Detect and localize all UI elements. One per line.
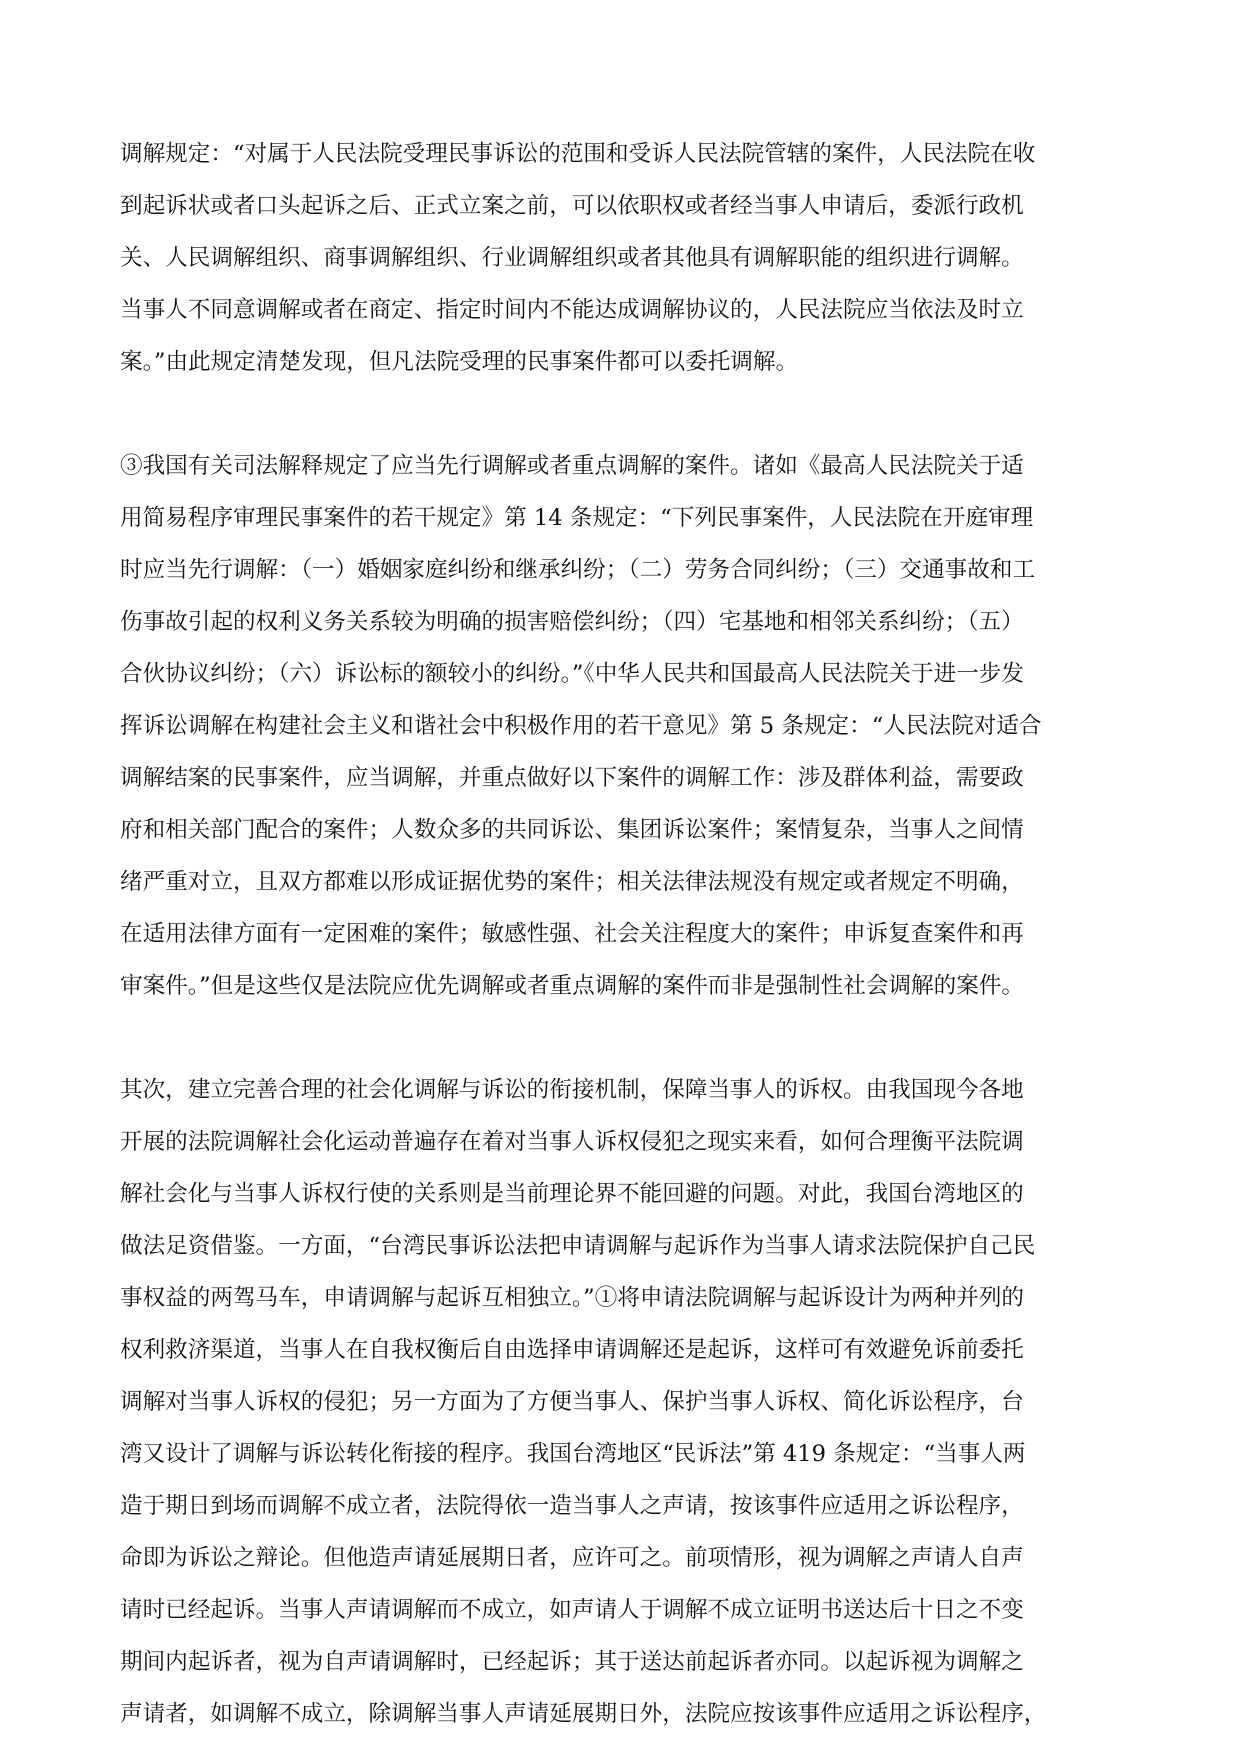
text-line: 解社会化与当事人诉权行使的关系则是当前理论界不能回避的问题。对此，我国台湾地区的 [120,1181,1024,1207]
text-line: 绪严重对立，且双方都难以形成证据优势的案件；相关法律法规没有规定或者规定不明确， [120,869,1024,895]
text-line: 挥诉讼调解在构建社会主义和谐社会中积极作用的若干意见》第 5 条规定：“人民法院对适合 [120,713,1042,739]
paragraph-spacer [120,388,1120,440]
text-line: 案。”由此规定清楚发现，但凡法院受理的民事案件都可以委托调解。 [120,349,799,375]
text-line: 伤事故引起的权利义务关系较为明确的损害赔偿纠纷；（四）宅基地和相邻关系纠纷；（五） [120,609,1024,635]
text-line: 声请者，如调解不成立，除调解当事人声请延展期日外，法院应按该事件应适用之诉讼程序， [120,1701,1047,1727]
text-line: 当事人不同意调解或者在商定、指定时间内不能达成调解协议的，人民法院应当依法及时立 [120,297,1024,323]
text-line: 审案件。”但是这些仅是法院应优先调解或者重点调解的案件而非是强制性社会调解的案件。 [120,973,1024,999]
text-line: 到起诉状或者口头起诉之后、正式立案之前，可以依职权或者经当事人申请后，委派行政机 [120,193,1024,219]
paragraph-spacer [120,1012,1120,1064]
paragraph-1 [120,128,1120,388]
text-line: 调解对当事人诉权的侵犯；另一方面为了方便当事人、保护当事人诉权、简化诉讼程序，台 [120,1389,1024,1415]
text-line: 关、人民调解组织、商事调解组织、行业调解组织或者其他具有调解职能的组织进行调解。 [120,245,1024,271]
text-line: 造于期日到场而调解不成立者，法院得依一造当事人之声请，按该事件应适用之诉讼程序， [120,1493,1024,1519]
text-line: 命即为诉讼之辩论。但他造声请延展期日者，应许可之。前项情形，视为调解之声请人自声 [120,1545,1024,1571]
text-line: 事权益的两驾马车，申请调解与起诉互相独立。”①将申请法院调解与起诉设计为两种并列的 [120,1285,1024,1311]
text-line: 时应当先行调解：（一）婚姻家庭纠纷和继承纠纷；（二）劳务合同纠纷；（三）交通事故和工 [120,557,1036,583]
text-line: 权利救济渠道，当事人在自我权衡后自由选择申请调解还是起诉，这样可有效避免诉前委托 [120,1337,1024,1363]
text-line: 期间内起诉者，视为自声请调解时，已经起诉；其于送达前起诉者亦同。以起诉视为调解之 [120,1649,1024,1675]
paragraph-2 [120,440,1120,1012]
text-line: 其次，建立完善合理的社会化调解与诉讼的衔接机制，保障当事人的诉权。由我国现今各地 [120,1077,1024,1103]
text-line: 调解规定：“对属于人民法院受理民事诉讼的范围和受诉人民法院管辖的案件，人民法院在收 [120,141,1036,167]
text-line: 湾又设计了调解与诉讼转化衔接的程序。我国台湾地区“民诉法”第 419 条规定：“当事人两 [120,1441,1026,1467]
text-line: 开展的法院调解社会化运动普遍存在着对当事人诉权侵犯之现实来看，如何合理衡平法院调 [120,1129,1024,1155]
document-page [120,128,1120,1740]
text-line: 请时已经起诉。当事人声请调解而不成立，如声请人于调解不成立证明书送达后十日之不变 [120,1597,1024,1623]
paragraph-3 [120,1064,1120,1740]
text-line: 合伙协议纠纷；（六）诉讼标的额较小的纠纷。”《中华人民共和国最高人民法院关于进一步发 [120,661,1024,687]
text-line: 用简易程序审理民事案件的若干规定》第 14 条规定：“下列民事案件，人民法院在开庭审理 [120,505,1034,531]
text-line: ③我国有关司法解释规定了应当先行调解或者重点调解的案件。诸如《最高人民法院关于适 [120,453,1024,479]
text-line: 调解结案的民事案件，应当调解，并重点做好以下案件的调解工作：涉及群体利益，需要政 [120,765,1024,791]
text-line: 做法足资借鉴。一方面，“台湾民事诉讼法把申请调解与起诉作为当事人请求法院保护自己民 [120,1233,1036,1259]
text-line: 在适用法律方面有一定困难的案件；敏感性强、社会关注程度大的案件；申诉复查案件和再 [120,921,1024,947]
text-line: 府和相关部门配合的案件；人数众多的共同诉讼、集团诉讼案件；案情复杂，当事人之间情 [120,817,1024,843]
